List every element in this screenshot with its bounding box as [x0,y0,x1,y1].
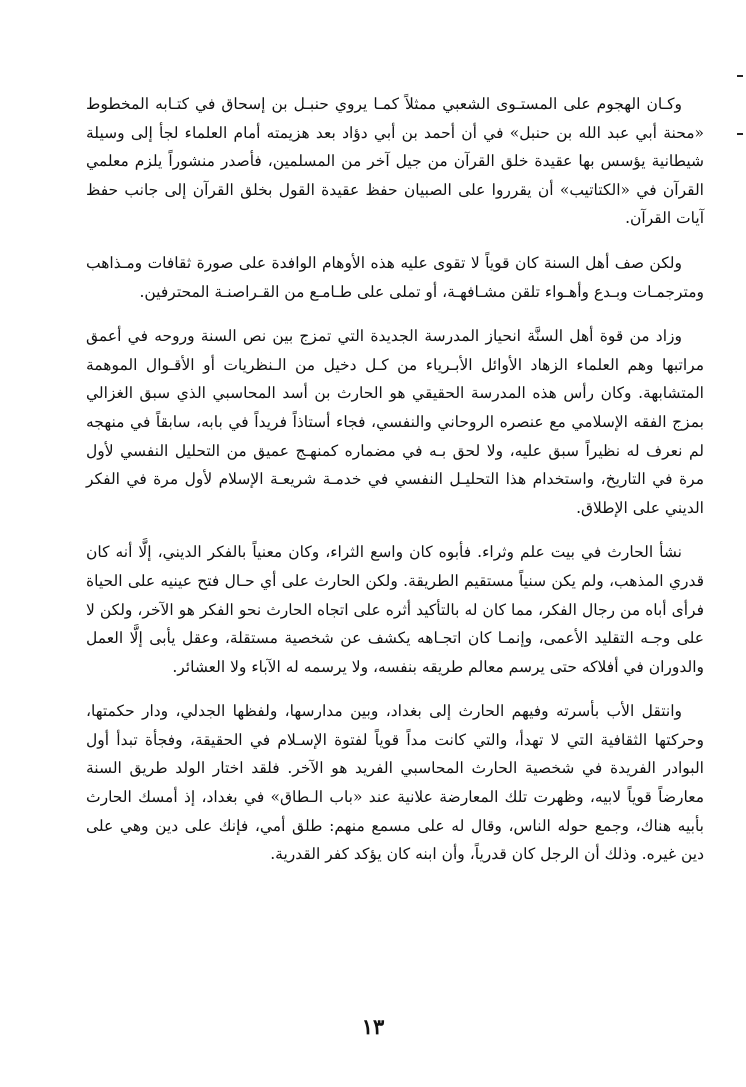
paragraph-5: وانتقل الأب بأسرته وفيهم الحارث إلى بغداد، وبين مدارسها، ولفظها الجدلي، ودار حكمتها، وحركتها الثقافية التي لا تهدأ، والتي كانت مداً قوياً لفتوة الإسـلام في الحقيقة، وفجأة تبدأ أول البوادر الفريدة في شخصية الحارث المحاسبي الفريد هو الآخر. فلقد اختار الولد طريق السنة معارضاً قوياً لابيه، وظهرت تلك المعارضة علانية عند «باب الـطاق» في بغداد، إذ أمسك الحارث بأبيه هناك، وجمع حوله الناس، وقال له على مسمع منهم: طلق أمي، فإنك على دين وهي على دين غيره. وذلك أن الرجل كان قدرياً، وأن ابنه كان يؤكد كفر القدرية. [86,702,704,864]
paragraph-2: ولكن صف أهل السنة كان قوياً لا تقوى عليه هذه الأوهام الوافدة على صورة ثقافات ومـذاهب ومترجمـات وبـدع وأهـواء تلقن مشـافهـة، أو تملى على طـامـع من القـراصنـة المحترفين. [86,253,704,301]
paragraph-3: وزاد من قوة أهل السنَّة انحياز المدرسة الجديدة التي تمزج بين نص السنة وروحه في أعمق مراتبها وهم العلماء الزهاد الأوائل الأبـرياء من كـل دخيل من الـنظريات أو الأقـوال الموهمة المتشابهة. وكان رأس هذه المدرسة الحقيقي هو الحارث بن أسد المحاسبي الذي سبق الغزالي بمزج الفقه الإسلامي مع عنصره الروحاني والنفسي، فجاء أستاذاً فريداً في بابه، سابقاً في منهجه لم نعرف له نظيراً سبق عليه، ولا لحق بـه في مضماره كمنهـج عميق من التحليل النفسي لأول مرة في التاريخ، واستخدام هذا التحليـل النفسي في خدمـة شريعـة الإسلام لأول مرة في الفكر الديني على الإطلاق. [86,327,704,517]
paragraph-1: وكـان الهجوم على المستـوى الشعبي ممثلاً كمـا يروي حنبـل بن إسحاق في كتـابه المخطوط «محنة أبي عبد الله بن حنبل» في أن أحمد بن أبي دؤاد بعد هزيمته أمام العلماء لجأ إلى وسيلة شيطانية يؤسس بها عقيدة خلق القرآن من جيل آخر من المسلمين، فأصدر منشوراً يلزم معلمي القرآن في «الكتاتيب» أن يقرروا على الصبيان حفظ عقيدة القول بخلق القرآن إلى جانب حفظ آيات القرآن. [86,95,704,228]
document-body [86,90,704,885]
paragraph-4: نشأ الحارث في بيت علم وثراء. فأبوه كان واسع الثراء، وكان معنياً بالفكر الديني، إلَّا أنه كان قدري المذهب، ولم يكن سنياً مستقيم الطريقة. ولكن الحارث على أي حـال فتح عينيه على الحياة فرأى أباه من رجال الفكر، مما كان له بالتأكيد أثره على اتجاه الحارث نحو الفكر هو الآخر، ولكن لا على وجـه التقليد الأعمى، وإنمـا كان اتجـاهه يكشف عن شخصية مستقلة، وعقل يأبى إلَّا العمل والدوران في أفلاكه حتى يرسم معالم طريقه بنفسه، ولا يرسمه له الآباء ولا العشائر. [86,543,704,676]
margin-mark-top [737,75,743,77]
page-number: ١٣ [361,1014,385,1039]
margin-mark-middle [737,133,743,135]
